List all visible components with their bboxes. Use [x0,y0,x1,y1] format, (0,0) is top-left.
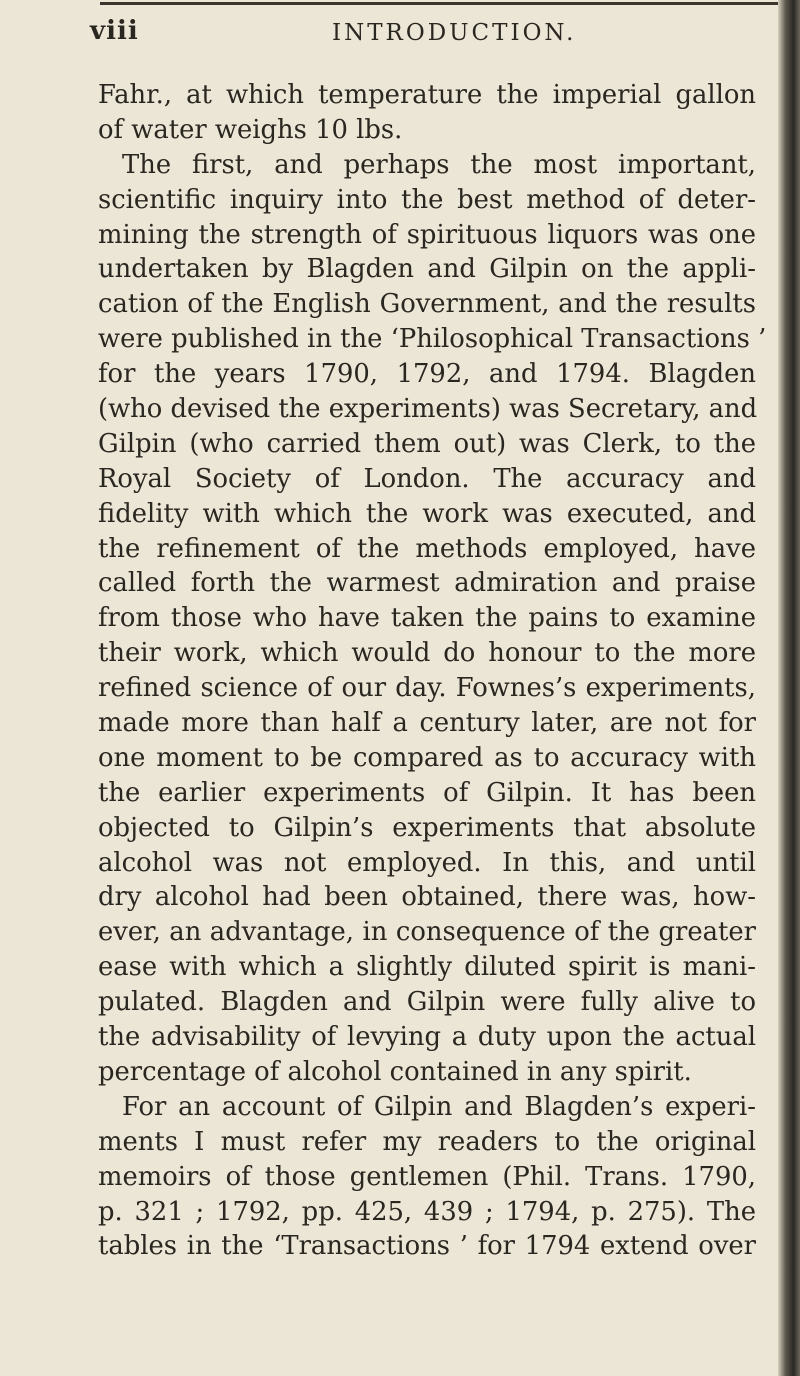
text-line: refined science of our day. Fownes’s experiments, [98,673,756,704]
text-line: pulated. Blagden and Gilpin were fully alive to [98,987,756,1018]
text-line: for the years 1790, 1792, and 1794. Blagden [98,359,756,390]
text-line: Gilpin (who carried them out) was Clerk, to the [98,428,756,459]
text-line: called forth the warmest admiration and praise [98,568,756,599]
page-edge-shadow [778,0,800,1376]
text-line: scientific inquiry into the best method of deter- [98,184,756,215]
text-line: The first, and perhaps the most important, [122,149,756,180]
text-line: alcohol was not employed. In this, and until [98,847,756,878]
text-line: p. 321 ; 1792, pp. 425, 439 ; 1794, p. 275). The [98,1196,756,1227]
text-line: from those who have taken the pains to examine [98,603,756,634]
text-line: their work, which would do honour to the more [98,638,756,669]
text-line: the refinement of the methods employed, have [98,533,756,564]
text-line: ments I must refer my readers to the original [98,1126,756,1157]
text-line: ease with which a slightly diluted spirit is mani- [98,952,756,983]
text-line: undertaken by Blagden and Gilpin on the appli- [98,254,756,285]
page-header [90,12,750,50]
text-line: objected to Gilpin’s experiments that absolute [98,812,756,843]
text-line: memoirs of those gentlemen (Phil. Trans. 1790, [98,1161,756,1192]
text-line: the advisability of levying a duty upon the actual [98,1022,756,1053]
text-line: mining the strength of spirituous liquors was one [98,219,756,250]
text-line: percentage of alcohol contained in any spirit. [98,1056,692,1087]
top-rule [100,2,780,5]
text-line: For an account of Gilpin and Blagden’s experi- [122,1091,756,1122]
text-line: tables in the ‘Transactions ’ for 1794 extend over [98,1231,756,1262]
text-line: one moment to be compared as to accuracy with [98,742,756,773]
text-line: the earlier experiments of Gilpin. It has been [98,777,756,808]
text-line: Fahr., at which temperature the imperial gallon [98,80,756,110]
text-line: fidelity with which the work was executed, and [98,498,756,529]
text-line: made more than half a century later, are not for [98,708,756,739]
running-head: INTRODUCTION. [332,20,577,46]
body-text [98,78,767,1264]
text-line: (who devised the experiments) was Secretary, and [98,394,758,425]
text-line: of water weighs 10 lbs. [98,114,403,145]
text-line: Royal Society of London. The accuracy and [98,463,756,494]
text-line: were published in the ‘Philosophical Transactions ’ [98,324,767,355]
text-line: cation of the English Government, and the results [98,289,756,320]
page-number: viii [90,16,139,46]
text-line: ever, an advantage, in consequence of the greater [98,917,756,948]
text-line: dry alcohol had been obtained, there was, how- [98,882,756,913]
